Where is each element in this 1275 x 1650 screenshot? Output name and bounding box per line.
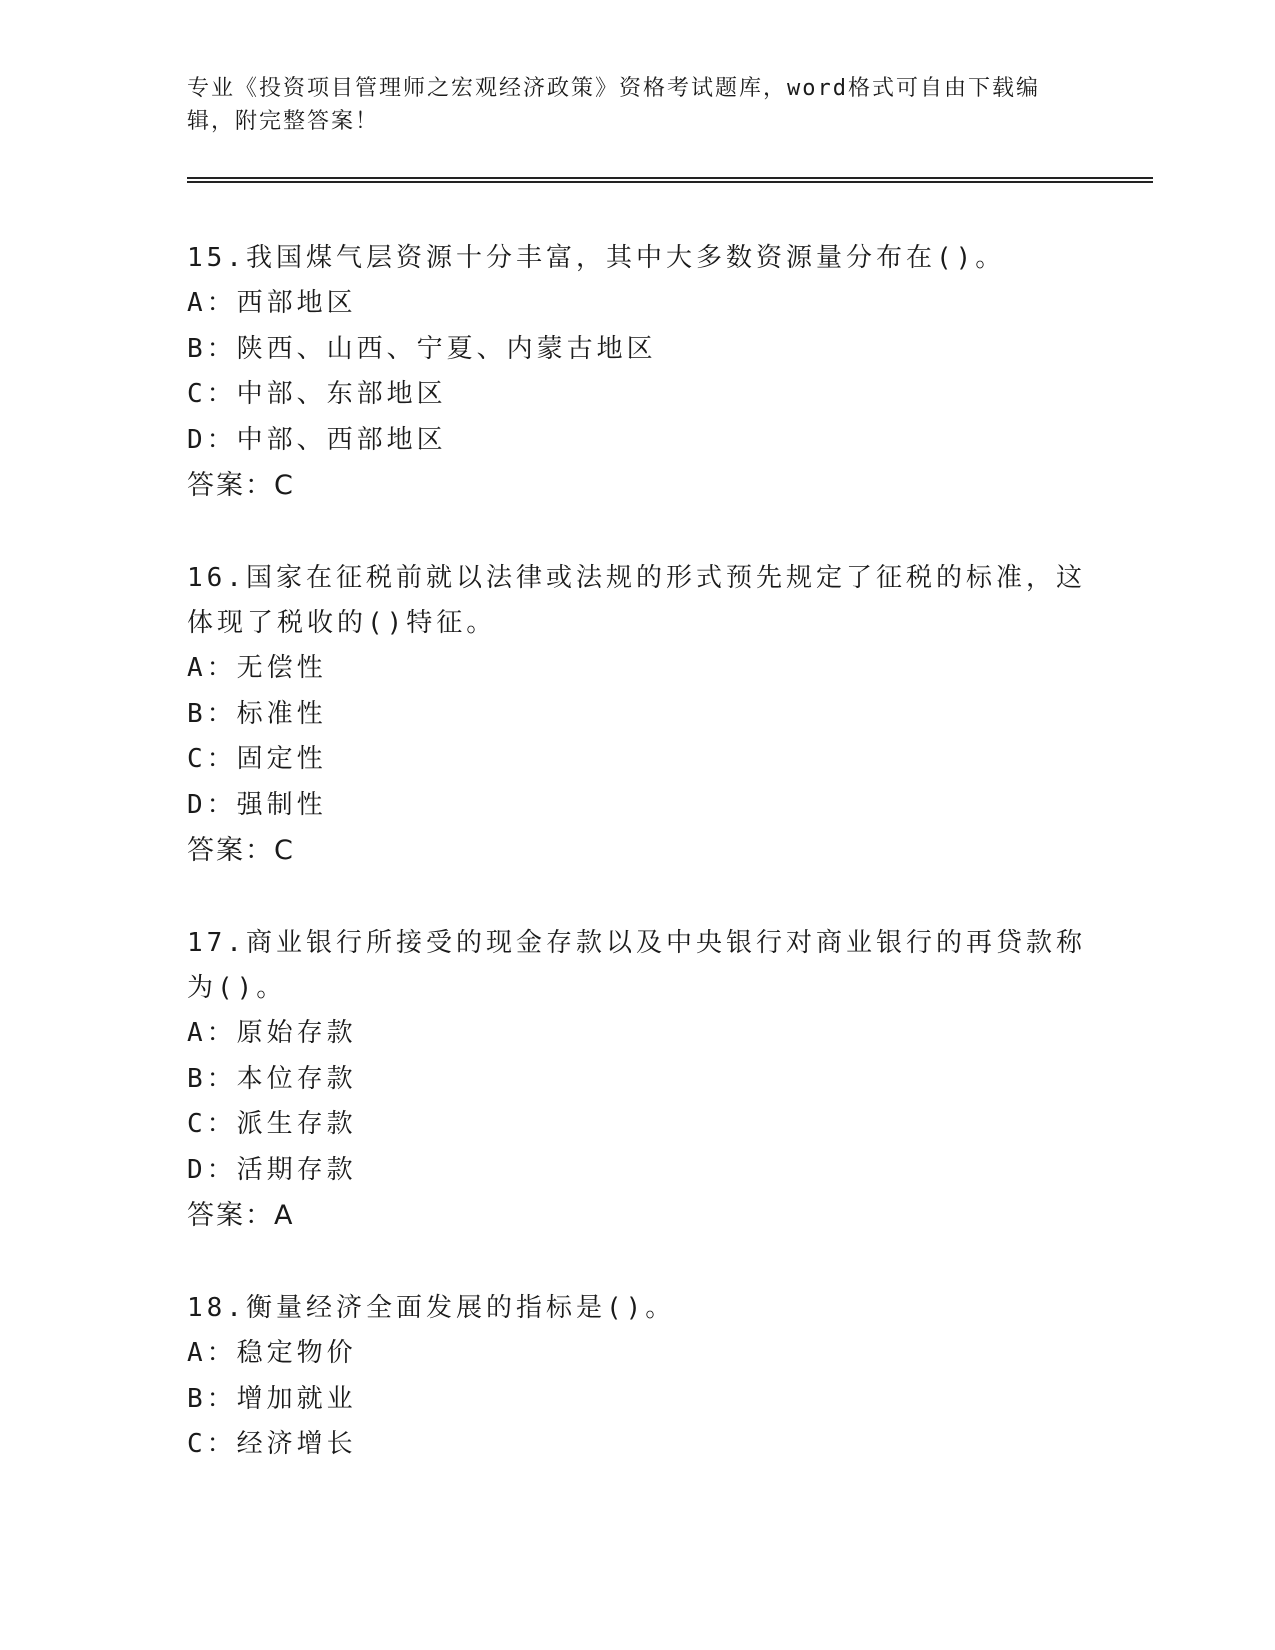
question-stem: 17.商业银行所接受的现金存款以及中央银行对商业银行的再贷款称为()。 bbox=[187, 928, 1086, 1003]
question-list bbox=[187, 236, 1087, 1516]
question-stem: 16.国家在征税前就以法律或法规的形式预先规定了征税的标准，这体现了税收的()特征。 bbox=[187, 563, 1086, 638]
answer-line: 答案：C bbox=[187, 835, 295, 866]
option-a: A：西部地区 bbox=[187, 288, 357, 318]
option-c: C：派生存款 bbox=[187, 1109, 357, 1139]
option-d: D：强制性 bbox=[187, 789, 327, 820]
question-18 bbox=[187, 1286, 1087, 1468]
question-15 bbox=[187, 236, 1087, 508]
answer-line: 答案：C bbox=[187, 470, 295, 501]
question-17 bbox=[187, 921, 1087, 1238]
option-a: A：原始存款 bbox=[187, 1018, 357, 1048]
option-b: B：增加就业 bbox=[187, 1383, 357, 1414]
answer-line: 答案：A bbox=[187, 1200, 295, 1231]
option-d: D：活期存款 bbox=[187, 1154, 357, 1185]
question-stem: 15.我国煤气层资源十分丰富，其中大多数资源量分布在()。 bbox=[187, 243, 1006, 273]
option-b: B：标准性 bbox=[187, 698, 327, 729]
option-c: C：中部、东部地区 bbox=[187, 379, 447, 409]
option-b: B：本位存款 bbox=[187, 1063, 357, 1094]
question-16 bbox=[187, 556, 1087, 873]
option-a: A：稳定物价 bbox=[187, 1338, 357, 1368]
option-c: C：经济增长 bbox=[187, 1429, 357, 1459]
option-d: D：中部、西部地区 bbox=[187, 424, 447, 455]
header-divider bbox=[187, 177, 1153, 183]
option-a: A：无偿性 bbox=[187, 653, 327, 683]
document-header: 专业《投资项目管理师之宏观经济政策》资格考试题库，word格式可自由下载编辑，附完整答案！ bbox=[187, 76, 1040, 134]
option-c: C：固定性 bbox=[187, 744, 327, 774]
option-b: B：陕西、山西、宁夏、内蒙古地区 bbox=[187, 333, 657, 364]
question-stem: 18.衡量经济全面发展的指标是()。 bbox=[187, 1293, 676, 1323]
